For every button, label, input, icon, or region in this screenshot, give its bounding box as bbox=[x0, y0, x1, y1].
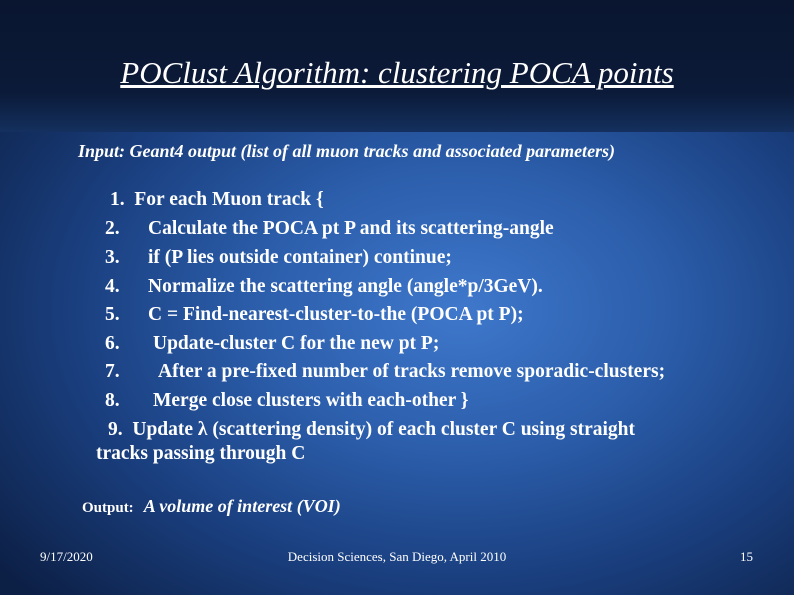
step-number: 7. bbox=[105, 361, 120, 382]
footer-center-text: Decision Sciences, San Diego, April 2010 bbox=[287, 549, 507, 564]
step-number: 8. bbox=[105, 390, 120, 411]
step-9 bbox=[108, 419, 635, 441]
step-text: tracks passing through C bbox=[96, 443, 306, 464]
step-text: if (P lies outside container) continue; bbox=[148, 247, 452, 268]
output-description bbox=[82, 496, 341, 517]
step-3 bbox=[105, 247, 452, 269]
footer-page-number: 15 bbox=[740, 549, 753, 564]
step-4 bbox=[105, 276, 543, 298]
step-2 bbox=[105, 218, 554, 240]
step-text: Calculate the POCA pt P and its scattering-angle bbox=[148, 218, 554, 239]
step-9-continuation bbox=[96, 443, 305, 465]
step-8 bbox=[105, 390, 468, 412]
slide-title: POClust Algorithm: clustering POCA points bbox=[120, 55, 674, 90]
step-6 bbox=[105, 333, 439, 355]
step-5 bbox=[105, 304, 524, 326]
step-7 bbox=[105, 361, 665, 383]
step-number: 1. bbox=[110, 189, 125, 210]
step-number: 4. bbox=[105, 276, 120, 297]
output-value: A volume of interest (VOI) bbox=[143, 496, 341, 516]
step-number: 2. bbox=[105, 218, 120, 239]
step-number: 9. bbox=[108, 419, 123, 440]
footer-date: 9/17/2020 bbox=[40, 549, 93, 564]
step-text: Normalize the scattering angle (angle*p/3GeV). bbox=[148, 276, 543, 297]
input-description: Input: Geant4 output (list of all muon tracks and associated parameters) bbox=[78, 141, 616, 161]
step-text: After a pre-fixed number of tracks remove sporadic-clusters; bbox=[158, 361, 666, 382]
step-text: Update-cluster C for the new pt P; bbox=[153, 333, 440, 354]
step-text: C = Find-nearest-cluster-to-the (POCA pt P); bbox=[148, 304, 524, 325]
step-number: 6. bbox=[105, 333, 120, 354]
step-1 bbox=[110, 189, 324, 211]
step-number: 3. bbox=[105, 247, 120, 268]
step-text: Update λ (scattering density) of each cluster C using straight bbox=[132, 419, 636, 440]
step-text: For each Muon track { bbox=[134, 189, 324, 210]
step-text: Merge close clusters with each-other } bbox=[153, 390, 469, 411]
step-number: 5. bbox=[105, 304, 120, 325]
output-label: Output: bbox=[82, 500, 134, 516]
